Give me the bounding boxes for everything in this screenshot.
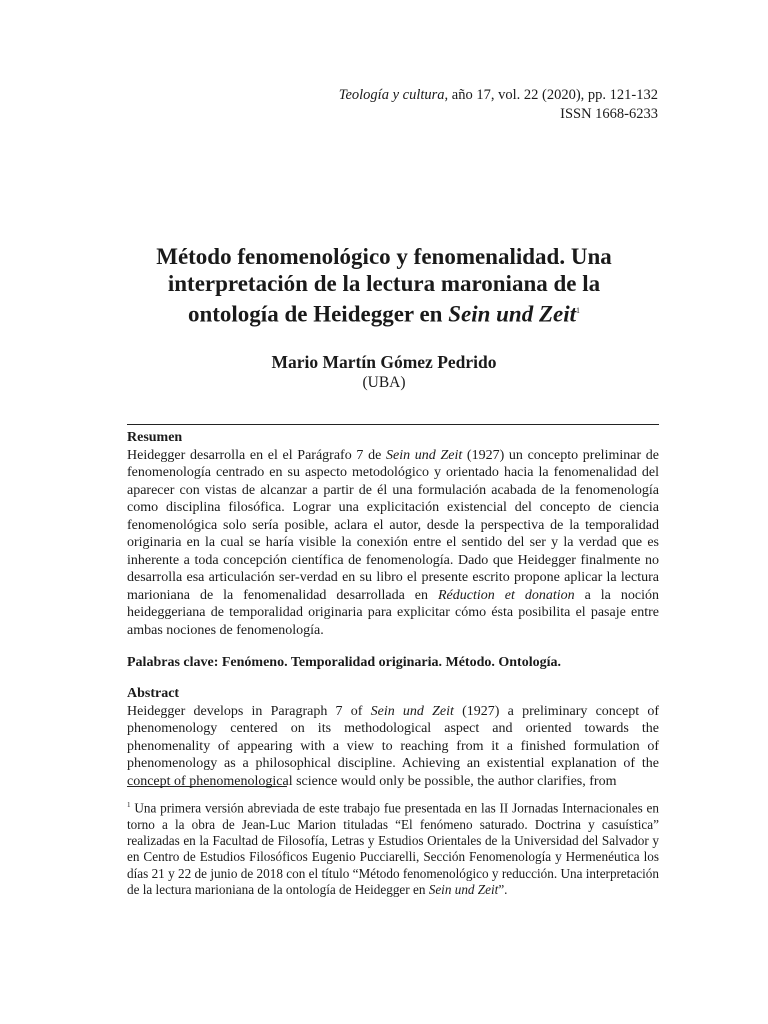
footnote-end: ”. xyxy=(498,881,508,897)
footnote-mark: 1 xyxy=(127,801,131,809)
footnote-divider xyxy=(127,786,287,787)
title-work: Sein und Zeit xyxy=(448,301,577,327)
footnote xyxy=(127,797,659,898)
abstract-heading: Abstract xyxy=(127,686,180,701)
resumen-seg-3: a la noción heideggeriana de temporalidad originaria para explicitar cómo ésta posibilita el pasaje entre ambas nociones de fenomenología. xyxy=(127,587,659,638)
title-block xyxy=(110,243,658,393)
resumen-work-2: Réduction et donation xyxy=(438,587,575,603)
issn: ISSN 1668-6233 xyxy=(560,106,658,122)
abstract-section xyxy=(127,685,659,790)
resumen-work-1: Sein und Zeit xyxy=(385,447,463,463)
footnote-text: Una primera versión abreviada de este trabajo fue presentada en las II Jornadas Internacionales en torno a la obra de Jean-Luc Marion tituladas “El fenómeno saturado. Doctrina y casuística” realizadas en la Facultad de Filosofía, Letras y Estudios Orientales de la Universidad del Salvador y en Centro de Estudios Filosóficos Eugenio Pucciarelli, Sección Fenomenología y Hermenéutica los días 21 y 22 de junio de 2018 con el título “Método fenomenológico y reducción. Una interpretación de la lectura marioniana de la ontología de Heidegger en xyxy=(127,800,659,897)
title-line-1: Método fenomenológico y fenomenalidad. Una xyxy=(156,244,612,269)
author-affiliation: (UBA) xyxy=(362,373,406,391)
citation-details: , año 17, vol. 22 (2020), pp. 121-132 xyxy=(444,87,658,103)
resumen-seg-2: (1927) un concepto preliminar de fenomenología centrado en su aspecto metodológico y orientado hacia la fenomenalidad del aparecer con vistas de alcanzar a partir de él una formulación acabada de la fenomenología como disciplina filosófica. Lograr una explicitación existencial del concepto de ciencia fenomenológica solo sería posible, aclara el autor, desde la perspectiva de la temporalidad originaria en la cual se haría visible la conexión entre el sentido del ser y la verdad que es inherente a toda concepción científica de fenomenología. Dado que Heidegger finalmente no desarrolla esa articulación ser-verdad en su libro el presente escrito propone aplicar la lectura marioniana de la fenomenalidad desarrollada en xyxy=(127,447,660,603)
title-line-3: ontología de Heidegger en xyxy=(187,301,449,327)
journal-citation xyxy=(339,86,658,105)
abstract-seg-1: Heidegger develops in Paragraph 7 of xyxy=(127,703,371,719)
author-name: Mario Martín Gómez Pedrido xyxy=(271,351,497,372)
abstract-text xyxy=(127,703,659,791)
footnote-work: Sein und Zeit xyxy=(428,881,499,897)
title-footnote-mark[interactable]: 1 xyxy=(576,306,581,315)
journal-header xyxy=(339,86,658,124)
keywords: Palabras clave: Fenómeno. Temporalidad originaria. Método. Ontología. xyxy=(127,655,561,670)
resumen-heading: Resumen xyxy=(127,430,183,445)
resumen-seg-1: Heidegger desarrolla en el el Parágrafo 7 de xyxy=(127,447,386,463)
resumen-text xyxy=(127,447,659,640)
abstract-work-1: Sein und Zeit xyxy=(370,703,454,719)
journal-name: Teología y cultura xyxy=(338,87,445,103)
abstract-seg-2: (1927) a preliminary concept of phenomenology centered on its methodological aspect and oriented towards the phenomenality of appearing with a view to reaching from it a finished formulation of phenomenology as a philosophical discipline. Achieving an existential explanation of the concept of phenomenological science would only be possible, the author clarifies, from xyxy=(127,703,659,789)
resumen-section xyxy=(127,429,659,639)
title-line-2: interpretación de la lectura maroniana de la xyxy=(167,271,601,296)
paper-title xyxy=(110,243,658,328)
section-divider xyxy=(127,424,659,425)
